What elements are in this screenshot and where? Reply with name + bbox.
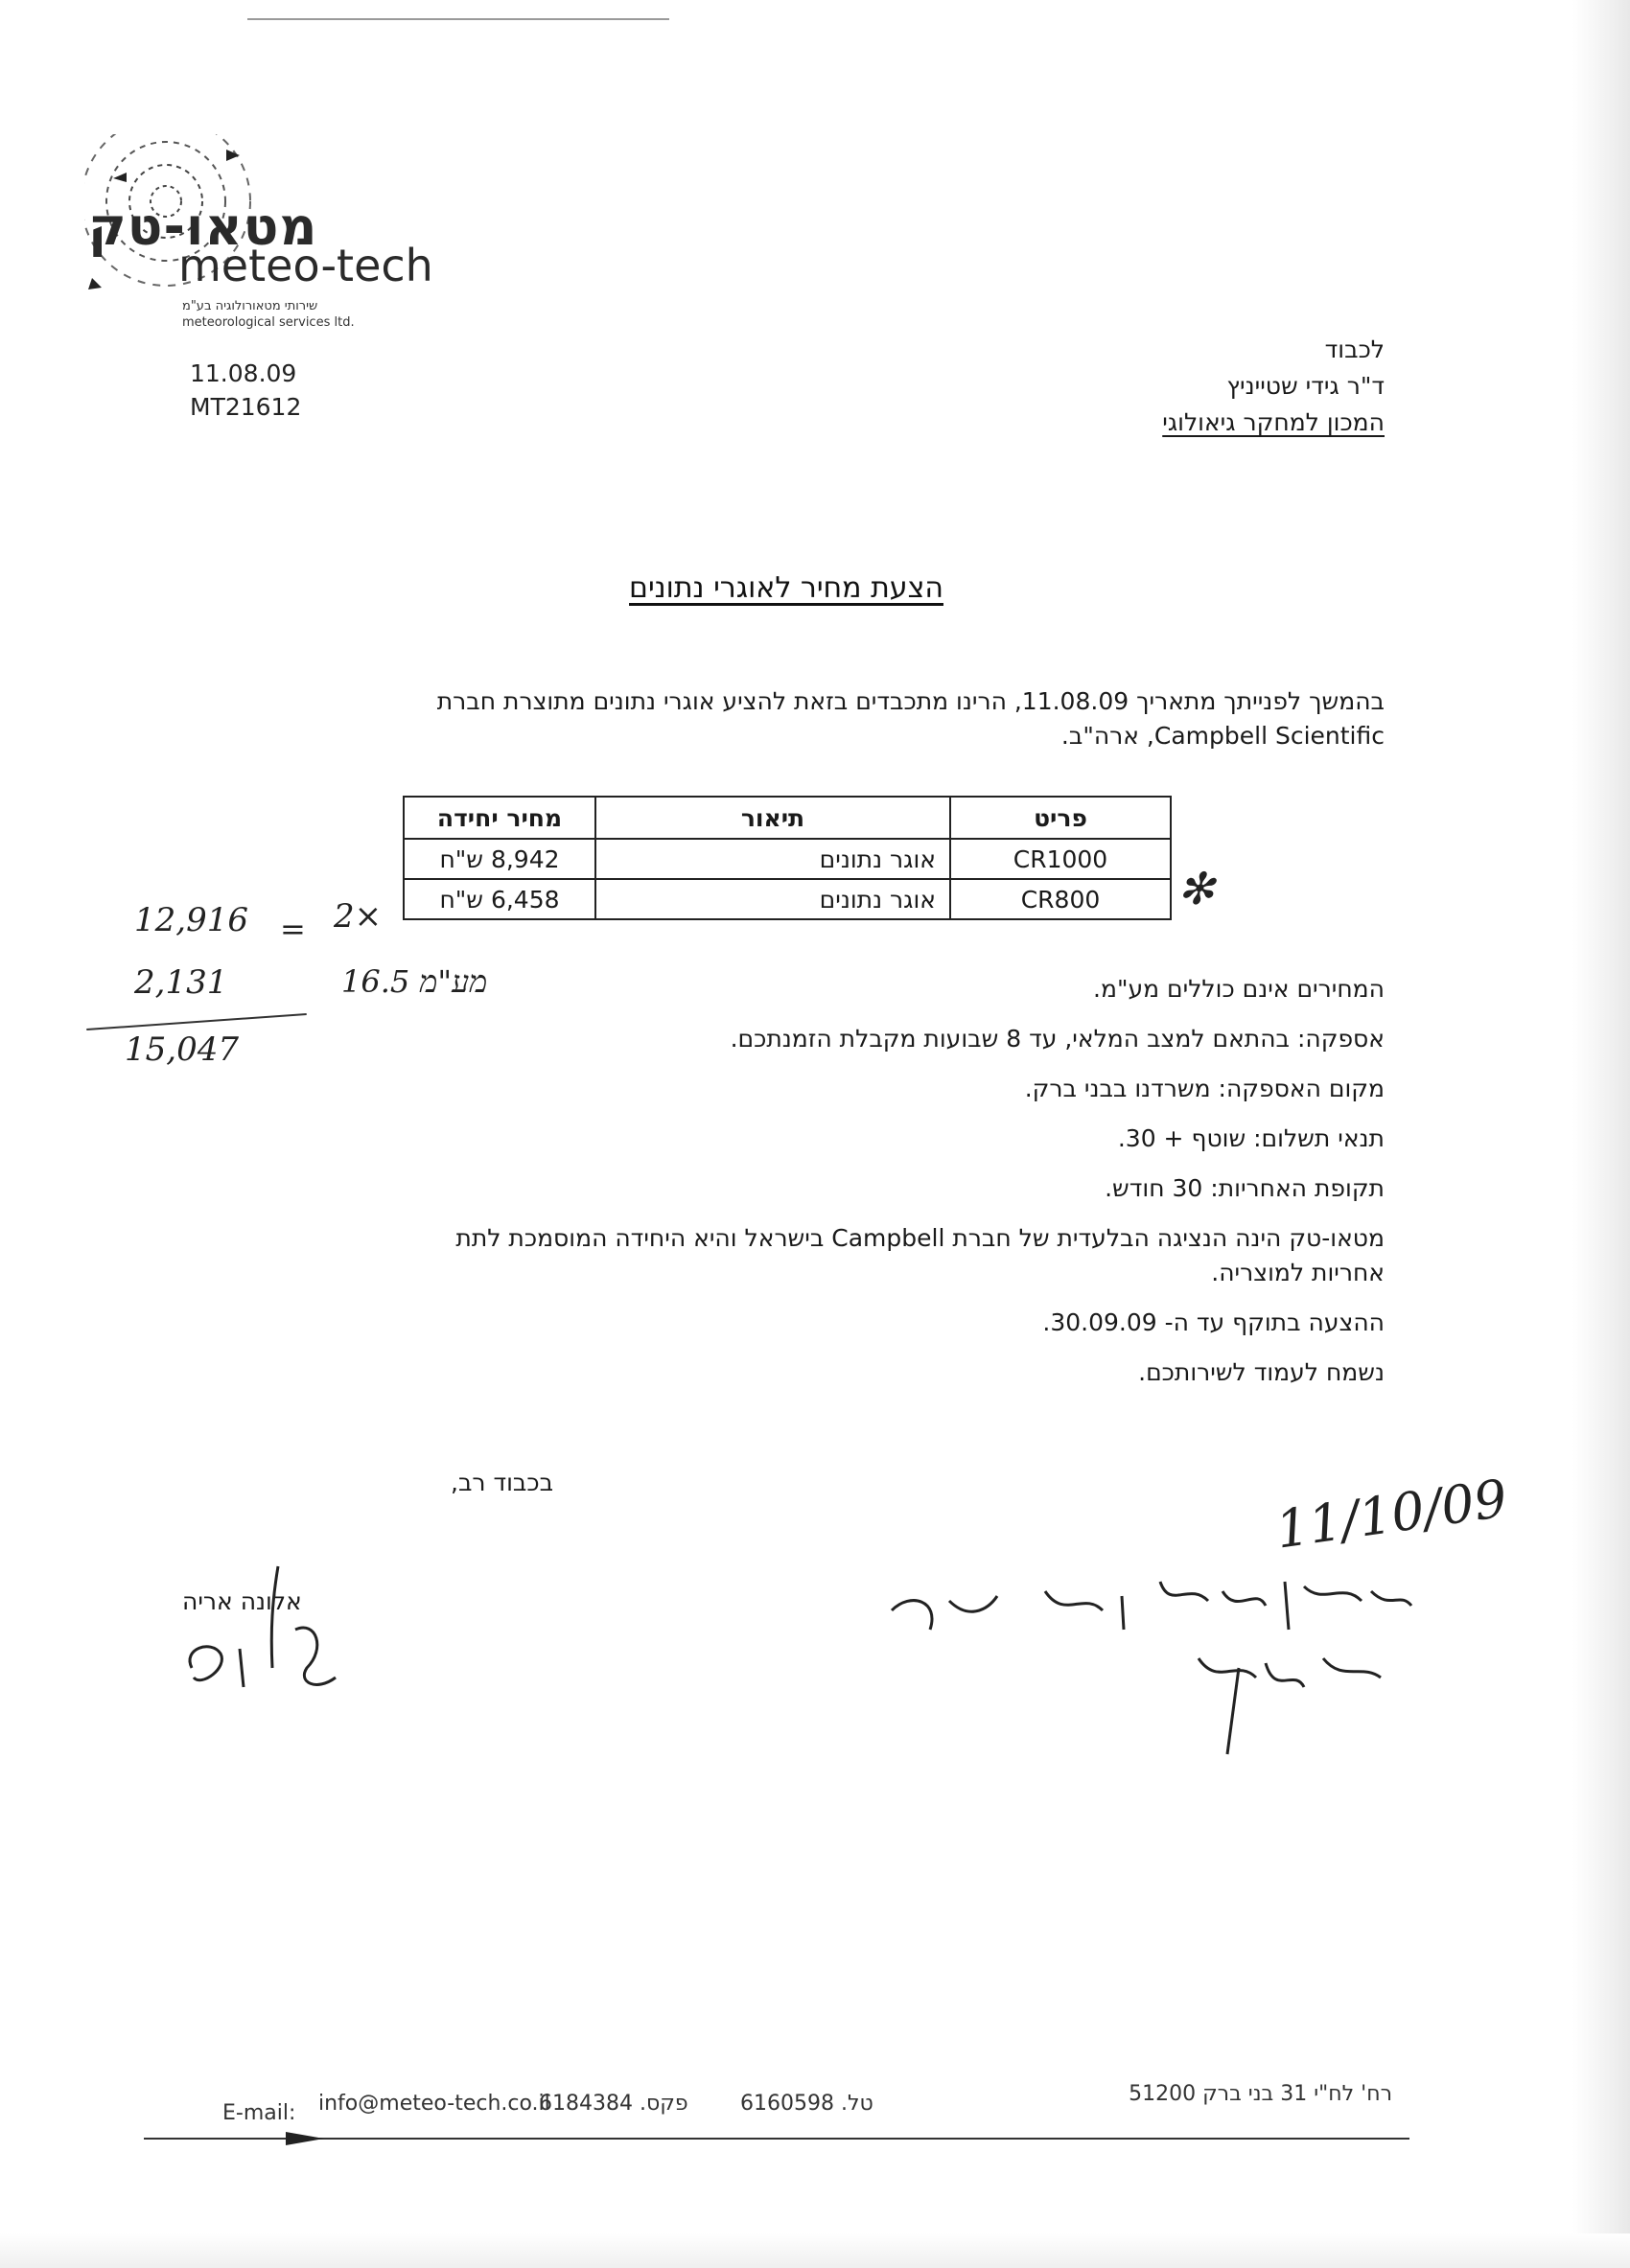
terms-delivery: אספקה: בהתאם למצב המלאי, עד 8 שבועות מקבלת הזמנתכם.	[730, 1025, 1385, 1053]
scan-edge-bottom	[0, 2233, 1630, 2268]
letter-reference: MT21612	[190, 393, 302, 421]
price-table	[403, 796, 1172, 920]
top-rule	[247, 18, 669, 20]
row-description: אוגר נתונים	[595, 839, 950, 879]
terms-payment: תנאי תשלום: שוטף + 30.	[1117, 1124, 1385, 1152]
terms-warranty: תקופת האחריות: 30 חודש.	[1105, 1174, 1385, 1202]
header-description: תיאור	[595, 797, 950, 839]
intro-line-1: בהמשך לפנייתך מתאריך 11.08.09, הרינו מתכבדים בזאת להציע אוגרי נתונים מתוצרת חברת	[436, 687, 1385, 715]
terms-representative-line-2: אחריות למוצריה.	[1211, 1259, 1385, 1286]
terms-validity: ההצעה בתוקף עד ה- 30.09.09.	[1042, 1308, 1385, 1336]
handwritten-approval-note	[882, 1572, 1419, 1764]
signer-name: אלונה אריה	[182, 1587, 302, 1615]
scan-edge-right	[1572, 0, 1630, 2268]
recipient-salutation: לכבוד	[1324, 336, 1385, 363]
handwritten-calc-multiplier: 2×	[334, 897, 383, 936]
table-row	[404, 879, 1171, 919]
logo-subtitle-hebrew: שירותי מטאורולוגיה בע"מ	[182, 299, 318, 313]
letter-date: 11.08.09	[190, 359, 297, 387]
terms-vat: המחירים אינם כוללים מע"מ.	[1093, 975, 1385, 1003]
header-item: פריט	[950, 797, 1171, 839]
terms-delivery-location: מקום האספקה: משרדנו בבני ברק.	[1024, 1075, 1385, 1102]
handwritten-calc-total: 15,047	[125, 1030, 239, 1069]
footer-fax: פקס. 6184384	[539, 2092, 688, 2116]
table-header-row	[404, 797, 1171, 839]
recipient-name: ד"ר גידי שטייניץ	[1226, 372, 1385, 400]
handwritten-approval-date: 11/10/09	[1271, 1468, 1511, 1561]
handwritten-calc-vat-label: 16.5 מע"מ	[341, 963, 488, 1000]
logo-english-name: meteo-tech	[178, 240, 433, 291]
row-description: אוגר נתונים	[595, 879, 950, 919]
logo-subtitle-english: meteorological services ltd.	[182, 315, 355, 330]
footer-arrow-icon	[286, 2130, 324, 2147]
sign-off-regards: בכבוד רב,	[451, 1469, 554, 1496]
footer-address: רח' לח"י 31 בני ברק 51200	[1129, 2082, 1392, 2106]
handwritten-calc-equals: =	[280, 911, 306, 947]
recipient-organization: המכון למחקר גיאולוגי	[1162, 408, 1385, 436]
footer-email-label: E-mail:	[222, 2101, 296, 2125]
handwritten-star: ✻	[1177, 863, 1215, 914]
table-row	[404, 839, 1171, 879]
row-item: CR1000	[950, 839, 1171, 879]
footer-phone: טל. 6160598	[740, 2092, 873, 2116]
page-title: הצעת מחיר לאוגרי נתונים	[629, 571, 943, 605]
terms-representative-line-1: מטאו-טק הינה הנציגה הבלעדית של חברת Campbell בישראל והיא היחידה המוסמכת לתת	[455, 1224, 1385, 1252]
handwritten-calc-subtotal: 12,916	[134, 901, 248, 939]
header-unit-price: מחיר יחידה	[404, 797, 595, 839]
handwritten-calc-vat-amount: 2,131	[134, 963, 228, 1002]
terms-closing: נשמח לעמוד לשירותכם.	[1138, 1358, 1385, 1386]
footer-rule	[144, 2138, 1409, 2140]
row-price: 6,458 ש"ח	[404, 879, 595, 919]
footer-email: info@meteo-tech.co.il	[318, 2092, 550, 2116]
logo-hebrew-name: מטאו-טק	[88, 197, 318, 257]
intro-line-2: Campbell Scientific, ארה"ב.	[1060, 722, 1385, 750]
row-item: CR800	[950, 879, 1171, 919]
signature-mark	[173, 1562, 345, 1716]
row-price: 8,942 ש"ח	[404, 839, 595, 879]
